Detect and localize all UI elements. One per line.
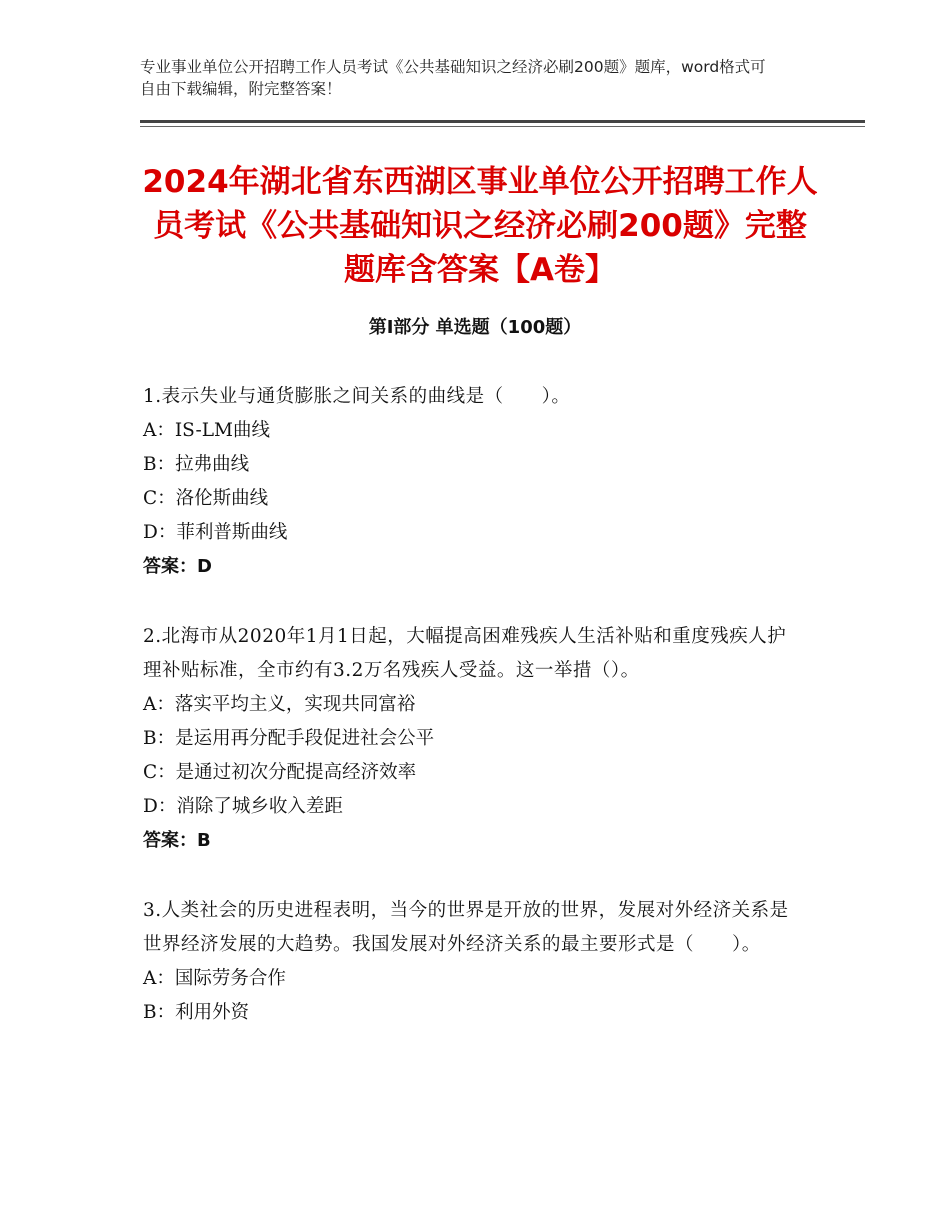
answer-line: 答案：D (143, 556, 212, 577)
header-divider-thick (140, 120, 865, 123)
header-note: 专业事业单位公开招聘工作人员考试《公共基础知识之经济必刷200题》题库，word格式可自由下载编辑，附完整答案！ (140, 58, 766, 98)
option-a: A：落实平均主义，实现共同富裕 (143, 694, 416, 715)
option-b: B：是运用再分配手段促进社会公平 (143, 728, 435, 749)
option-d: D：菲利普斯曲线 (143, 522, 288, 543)
question-stem: 2.北海市从2020年1月1日起，大幅提高困难残疾人生活补贴和重度残疾人护理补贴标准，全市约有3.2万名残疾人受益。这一举措（）。 (143, 626, 787, 681)
option-c: C：是通过初次分配提高经济效率 (143, 762, 417, 783)
option-b: B：拉弗曲线 (143, 454, 250, 475)
header-divider-thin (140, 126, 865, 127)
option-a: A：IS-LM曲线 (143, 420, 270, 441)
question-list (143, 380, 803, 1066)
question-1 (143, 380, 803, 584)
option-c: C：洛伦斯曲线 (143, 488, 269, 509)
section-heading: 第Ⅰ部分 单选题（100题） (368, 317, 582, 338)
option-a: A：国际劳务合作 (143, 968, 286, 989)
option-d: D：消除了城乡收入差距 (143, 796, 343, 817)
question-stem: 1.表示失业与通货膨胀之间关系的曲线是（ ）。 (143, 386, 571, 407)
question-2 (143, 620, 803, 858)
question-stem: 3.人类社会的历史进程表明，当今的世界是开放的世界，发展对外经济关系是世界经济发展的大趋势。我国发展对外经济关系的最主要形式是（ ）。 (143, 900, 789, 955)
question-3 (143, 894, 803, 1030)
document-title: 2024年湖北省东西湖区事业单位公开招聘工作人员考试《公共基础知识之经济必刷200题》完整题库含答案【A卷】 (142, 164, 818, 288)
option-b: B：利用外资 (143, 1002, 250, 1023)
answer-line: 答案：B (143, 830, 211, 851)
